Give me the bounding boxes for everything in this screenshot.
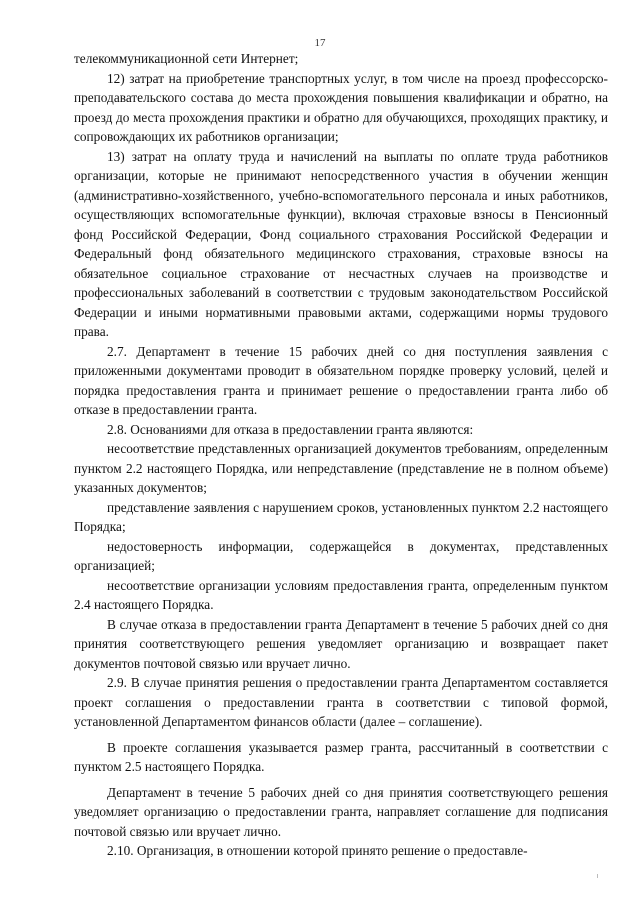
paragraph: 12) затрат на приобретение транспортных услуг, в том числе на проезд профессорско-преподавательского состава до места прохождения повышения квалификации и обратно, на проезд до места прохождения практики и обратно для обучающихся, проходящих практику, и сопровождающих их работников организации; xyxy=(74,70,608,144)
paragraph: телекоммуникационной сети Интернет; xyxy=(74,51,299,66)
paragraph: 2.7. Департамент в течение 15 рабочих дней со дня поступления заявления с приложенными документами проводит в обязательном порядке проверку условий, целей и порядка предоставления гранта и принимает решение о предоставлении гранта либо об отказе в предоставлении гранта. xyxy=(74,343,608,417)
paragraph: несоответствие организации условиям предоставления гранта, определенным пунктом 2.4 настоящего Порядка. xyxy=(74,577,608,612)
paragraph: 2.9. В случае принятия решения о предоставлении гранта Департаментом составляется проект соглашения о предоставлении гранта в соответствии с типовой формой, установленной Департаментом финансов области (далее – соглашение). xyxy=(74,675,608,729)
paragraph: недостоверность информации, содержащейся в документах, представленных организацией; xyxy=(74,538,608,573)
margin-mark xyxy=(597,874,598,878)
paragraph: 2.10. Организация, в отношении которой принято решение о предоставле- xyxy=(107,843,528,858)
page-number: 17 xyxy=(314,37,326,49)
paragraph: В случае отказа в предоставлении гранта Департамент в течение 5 рабочих дней со дня принятия соответствующего решения уведомляет организацию и возвращает пакет документов почтовой связью или вручает лично. xyxy=(74,616,608,671)
paragraph: несоответствие представленных организацией документов требованиям, определенным пунктом 2.2 настоящего Порядка, или непредставление (представление не в полном объеме) указанных документов; xyxy=(74,441,608,495)
paragraph: представление заявления с нарушением сроков, установленных пунктом 2.2 настоящего Порядка; xyxy=(74,499,608,534)
paragraph: 2.8. Основаниями для отказа в предоставлении гранта являются: xyxy=(107,421,474,437)
document-body xyxy=(74,49,608,861)
paragraph: 13) затрат на оплату труда и начислений на выплаты по оплате труда работников организации, которые не принимают непосредственного участия в обучении женщин (административно-хозяйственного, учебно-вспомогательного персонала и иных работников, осуществляющих вспомогательные функции), включая страховые взносы в Пенсионный фонд Российской Федерации, Фонд социального страхования Российской Федерации и Федеральный фонд обязательного медицинского страхования, страховые взносы на обязательное социальное страхование от несчастных случаев на производстве и профессиональных заболеваний в соответствии с трудовым законодательством Российской Федерации и иными нормативными правовыми актами, содержащими нормы трудового права. xyxy=(74,148,608,339)
paragraph: Департамент в течение 5 рабочих дней со дня принятия соответствующего решения уведомляет организацию о предоставлении гранта, направляет соглашение для подписания почтовой связью или вручает лично. xyxy=(74,784,608,839)
paragraph: В проекте соглашения указывается размер гранта, рассчитанный в соответствии с пунктом 2.5 настоящего Порядка. xyxy=(74,739,608,774)
